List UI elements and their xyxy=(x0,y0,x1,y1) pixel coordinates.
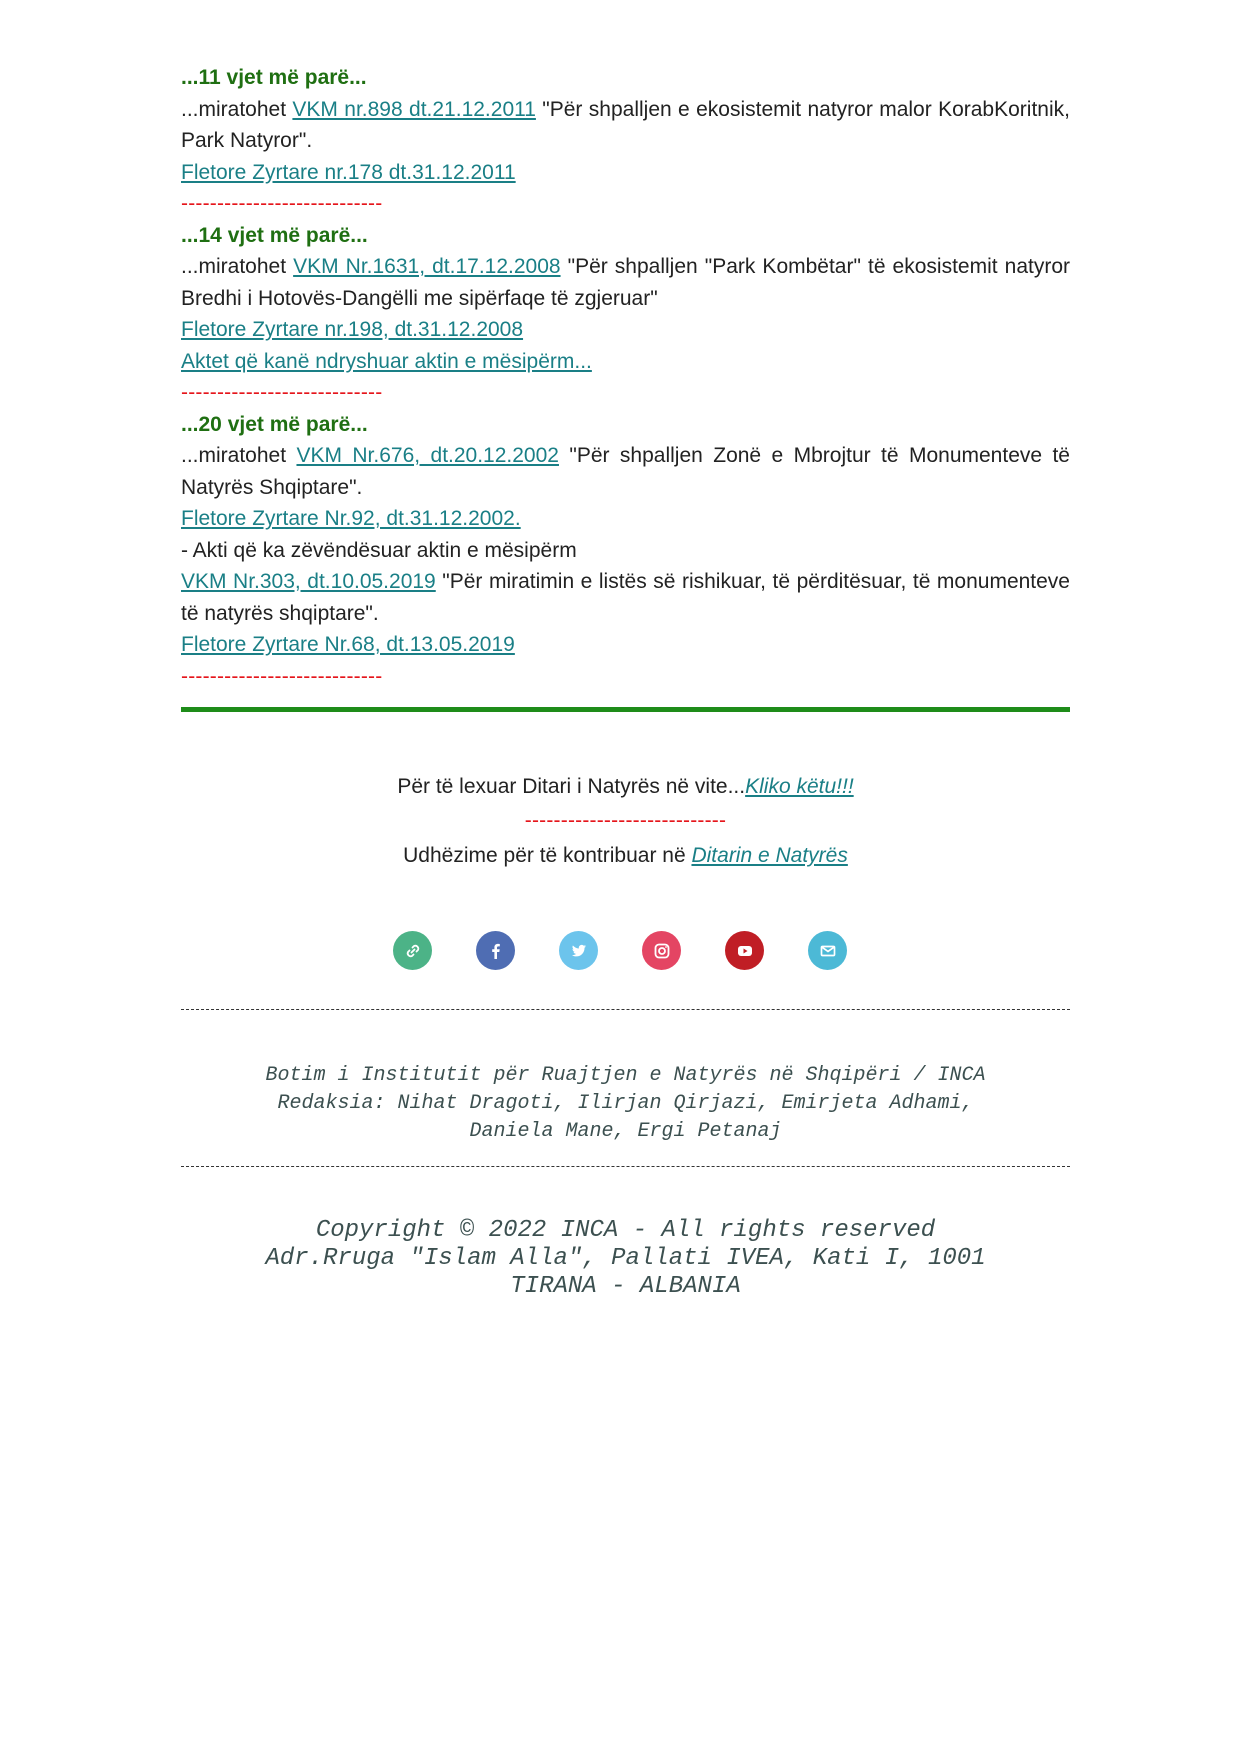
facebook-icon[interactable] xyxy=(476,931,515,970)
footer-divider-top xyxy=(181,1009,1070,1010)
footer-divider-bottom xyxy=(181,1166,1070,1167)
contribute-link[interactable]: Ditarin e Natyrës xyxy=(691,843,848,867)
fletore-zyrtare-link[interactable]: Fletore Zyrtare Nr.68, dt.13.05.2019 xyxy=(181,633,515,656)
section-separator: ---------------------------- xyxy=(181,192,383,215)
vkm-link[interactable]: VKM Nr.1631, dt.17.12.2008 xyxy=(293,255,561,278)
editors-line: Redaksia: Nihat Dragoti, Ilirjan Qirjazi, Emirjeta Adhami, xyxy=(277,1092,974,1115)
section-paragraph: ...miratohet VKM nr.898 dt.21.12.2011 "Për shpalljen e ekosistemit natyror malor KorabKoritnik, Park Natyror". xyxy=(181,97,1070,152)
section-paragraph: ...miratohet VKM Nr.676, dt.20.12.2002 "Për shpalljen Zonë e Mbrojtur të Monumenteve të Natyrës Shqiptare". xyxy=(181,444,1070,499)
fletore-zyrtare-link[interactable]: Fletore Zyrtare nr.178 dt.31.12.2011 xyxy=(181,160,516,184)
link-icon[interactable] xyxy=(393,931,432,970)
replaced-act-note: - Akti që ka zëvëndësuar aktin e mësipërm xyxy=(181,538,577,562)
email-icon[interactable] xyxy=(808,931,847,970)
section-paragraph: VKM Nr.303, dt.10.05.2019 "Për miratimin e listës së rishikuar, të përditësuar, të monumenteve të natyrës shqiptare". xyxy=(181,570,1070,625)
vkm-link[interactable]: VKM Nr.676, dt.20.12.2002 xyxy=(296,444,559,467)
section-heading: ...20 vjet më parë... xyxy=(181,412,368,436)
copyright-line: Copyright © 2022 INCA - All rights reserved xyxy=(315,1217,936,1244)
vkm-link[interactable]: VKM nr.898 dt.21.12.2011 xyxy=(292,97,536,121)
vkm-link[interactable]: VKM Nr.303, dt.10.05.2019 xyxy=(181,570,436,593)
anniversary-list xyxy=(181,62,1070,692)
city-country-line: TIRANA - ALBANIA xyxy=(510,1273,741,1300)
section-separator: ---------------------------- xyxy=(181,664,383,688)
archive-link[interactable]: Kliko këtu!!! xyxy=(745,775,854,798)
contribute-line: Udhëzime për të kontribuar në Ditarin e Natyrës xyxy=(403,843,848,867)
section-separator: ---------------------------- xyxy=(181,381,383,404)
instagram-icon[interactable] xyxy=(642,931,681,970)
publisher-line: Botim i Institutit për Ruajtjen e Natyrës në Shqipëri / INCA xyxy=(265,1064,986,1087)
fletore-zyrtare-link[interactable]: Fletore Zyrtare nr.198, dt.31.12.2008 xyxy=(181,318,524,341)
amending-acts-link[interactable]: Aktet që kanë ndryshuar aktin e mësipërm... xyxy=(181,349,592,373)
footer-separator: ---------------------------- xyxy=(524,809,727,832)
archive-line: Për të lexuar Ditari i Natyrës në vite...Kliko këtu!!! xyxy=(397,775,854,798)
social-icons xyxy=(0,931,1240,971)
section-heading: ...14 vjet më parë... xyxy=(181,223,368,247)
copyright-block xyxy=(181,1217,1070,1301)
twitter-icon[interactable] xyxy=(559,931,598,970)
address-line: Adr.Rruga "Islam Alla", Pallati IVEA, Kati I, 1001 xyxy=(265,1245,986,1272)
section-heading: ...11 vjet më parë... xyxy=(181,66,367,89)
footer-links xyxy=(181,768,1070,874)
credits-block xyxy=(181,1062,1070,1146)
section-paragraph: ...miratohet VKM Nr.1631, dt.17.12.2008 "Për shpalljen "Park Kombëtar" të ekosistemit natyror Bredhi i Hotovës-Dangëlli me sipërfaqe të zgjeruar" xyxy=(181,255,1070,310)
youtube-icon[interactable] xyxy=(725,931,764,970)
editors-line-2: Daniela Mane, Ergi Petanaj xyxy=(469,1120,782,1143)
fletore-zyrtare-link[interactable]: Fletore Zyrtare Nr.92, dt.31.12.2002. xyxy=(181,507,521,530)
green-divider xyxy=(181,707,1070,712)
